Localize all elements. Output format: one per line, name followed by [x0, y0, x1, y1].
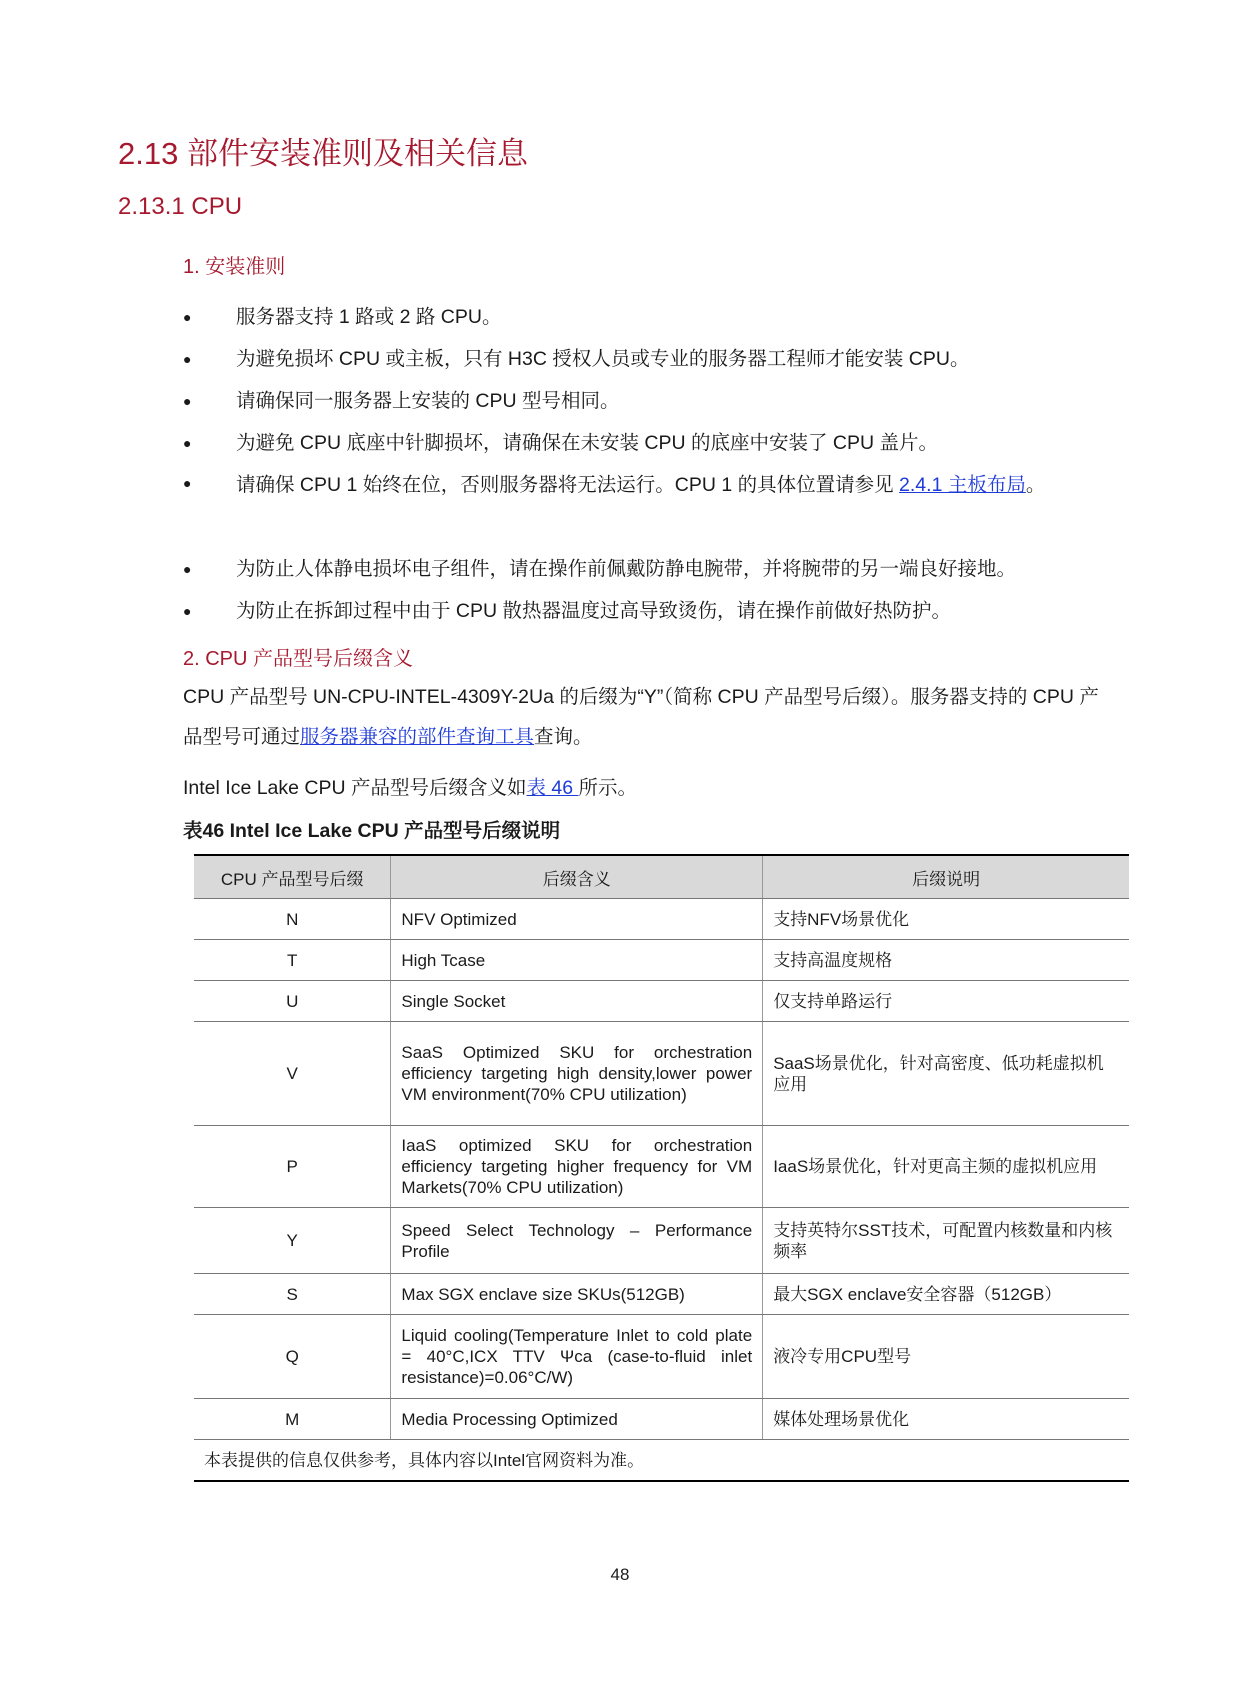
table-row: [194, 899, 1129, 940]
table-row: [194, 1315, 1129, 1399]
meaning-cell: Speed Select Technology – Performance Profile: [391, 1208, 763, 1274]
compatibility-tool-link[interactable]: 服务器兼容的部件查询工具: [300, 726, 535, 748]
mainboard-layout-link[interactable]: 2.4.1 主板布局: [899, 474, 1026, 496]
table-row: [194, 1274, 1129, 1315]
suffix-table: [194, 854, 1129, 1482]
install-guidelines-list: [183, 296, 1113, 632]
bullet-icon: ●: [183, 435, 192, 451]
list-item: ● 为防止人体静电损坏电子组件，请在操作前佩戴防静电腕带，并将腕带的另一端良好接地。: [183, 548, 1113, 590]
table-row: [194, 1022, 1129, 1126]
table-row: [194, 1126, 1129, 1208]
meaning-cell: SaaS Optimized SKU for orchestration efficiency targeting high density,lower power VM environment(70% CPU utilization): [391, 1022, 763, 1126]
bullet-icon: ●: [183, 561, 192, 577]
suffix-paragraph: CPU 产品型号 UN-CPU-INTEL-4309Y-2Ua 的后缀为“Y”（简称 CPU 产品型号后缀）。服务器支持的 CPU 产品型号可通过服务器兼容的部件查询工具查询。: [183, 686, 1099, 748]
bullet-icon: ●: [183, 603, 192, 619]
table-caption: 表46 Intel Ice Lake CPU 产品型号后缀说明: [183, 820, 561, 842]
column-header: 后缀含义: [391, 855, 763, 899]
suffix-cell: T: [194, 940, 391, 981]
meaning-cell: IaaS optimized SKU for orchestration efficiency targeting higher frequency for VM Markets(70% CPU utilization): [391, 1126, 763, 1208]
description-cell: SaaS场景优化，针对高密度、低功耗虚拟机应用: [763, 1022, 1129, 1126]
table-note: 本表提供的信息仅供参考，具体内容以Intel官网资料为准。: [194, 1440, 1129, 1482]
description-cell: 媒体处理场景优化: [763, 1399, 1129, 1440]
meaning-cell: Max SGX enclave size SKUs(512GB): [391, 1274, 763, 1315]
suffix-cell: P: [194, 1126, 391, 1208]
list-item: ● 为避免损坏 CPU 或主板，只有 H3C 授权人员或专业的服务器工程师才能安装 CPU。: [183, 338, 1113, 380]
suffix-cell: U: [194, 981, 391, 1022]
suffix-cell: N: [194, 899, 391, 940]
table-header-row: [194, 855, 1129, 899]
bullet-icon: ●: [183, 351, 192, 367]
meaning-cell: High Tcase: [391, 940, 763, 981]
list-item: ● 请确保 CPU 1 始终在位，否则服务器将无法运行。CPU 1 的具体位置请参见 2.4.1 主板布局。: [183, 464, 1113, 548]
meaning-cell: NFV Optimized: [391, 899, 763, 940]
table-46-link[interactable]: 表 46: [526, 777, 579, 799]
bullet-icon: ●: [183, 309, 192, 325]
description-cell: 支持英特尔SST技术，可配置内核数量和内核频率: [763, 1208, 1129, 1274]
bullet-icon: ●: [183, 475, 192, 491]
suffix-cell: S: [194, 1274, 391, 1315]
meaning-cell: Liquid cooling(Temperature Inlet to cold plate = 40°C,ICX TTV Ψca (case-to-fluid inlet resistance)=0.06°C/W): [391, 1315, 763, 1399]
column-header: 后缀说明: [763, 855, 1129, 899]
description-cell: 仅支持单路运行: [763, 981, 1129, 1022]
table-row: [194, 1399, 1129, 1440]
suffix-cell: M: [194, 1399, 391, 1440]
suffix-heading: 2. CPU 产品型号后缀含义: [183, 648, 414, 670]
list-item: ● 为避免 CPU 底座中针脚损坏，请确保在未安装 CPU 的底座中安装了 CPU 盖片。: [183, 422, 1113, 464]
bullet-icon: ●: [183, 393, 192, 409]
list-item: ● 为防止在拆卸过程中由于 CPU 散热器温度过高导致烫伤，请在操作前做好热防护。: [183, 590, 1113, 632]
section-title: 2.13 部件安装准则及相关信息: [118, 136, 528, 171]
suffix-cell: V: [194, 1022, 391, 1126]
description-cell: 最大SGX enclave安全容器（512GB）: [763, 1274, 1129, 1315]
list-item: ● 服务器支持 1 路或 2 路 CPU。: [183, 296, 1113, 338]
table-note-row: [194, 1440, 1129, 1482]
suffix-cell: Y: [194, 1208, 391, 1274]
table-reference-paragraph: Intel Ice Lake CPU 产品型号后缀含义如表 46 所示。: [183, 777, 638, 799]
suffix-cell: Q: [194, 1315, 391, 1399]
table-row: [194, 1208, 1129, 1274]
table-row: [194, 981, 1129, 1022]
description-cell: 支持高温度规格: [763, 940, 1129, 981]
subsection-title: 2.13.1 CPU: [118, 193, 243, 220]
meaning-cell: Media Processing Optimized: [391, 1399, 763, 1440]
description-cell: 支持NFV场景优化: [763, 899, 1129, 940]
table-row: [194, 940, 1129, 981]
list-item: ● 请确保同一服务器上安装的 CPU 型号相同。: [183, 380, 1113, 422]
page-number: 48: [610, 1565, 630, 1584]
meaning-cell: Single Socket: [391, 981, 763, 1022]
description-cell: IaaS场景优化，针对更高主频的虚拟机应用: [763, 1126, 1129, 1208]
install-guidelines-heading: 1. 安装准则: [183, 256, 286, 278]
description-cell: 液冷专用CPU型号: [763, 1315, 1129, 1399]
column-header: CPU 产品型号后缀: [194, 855, 391, 899]
